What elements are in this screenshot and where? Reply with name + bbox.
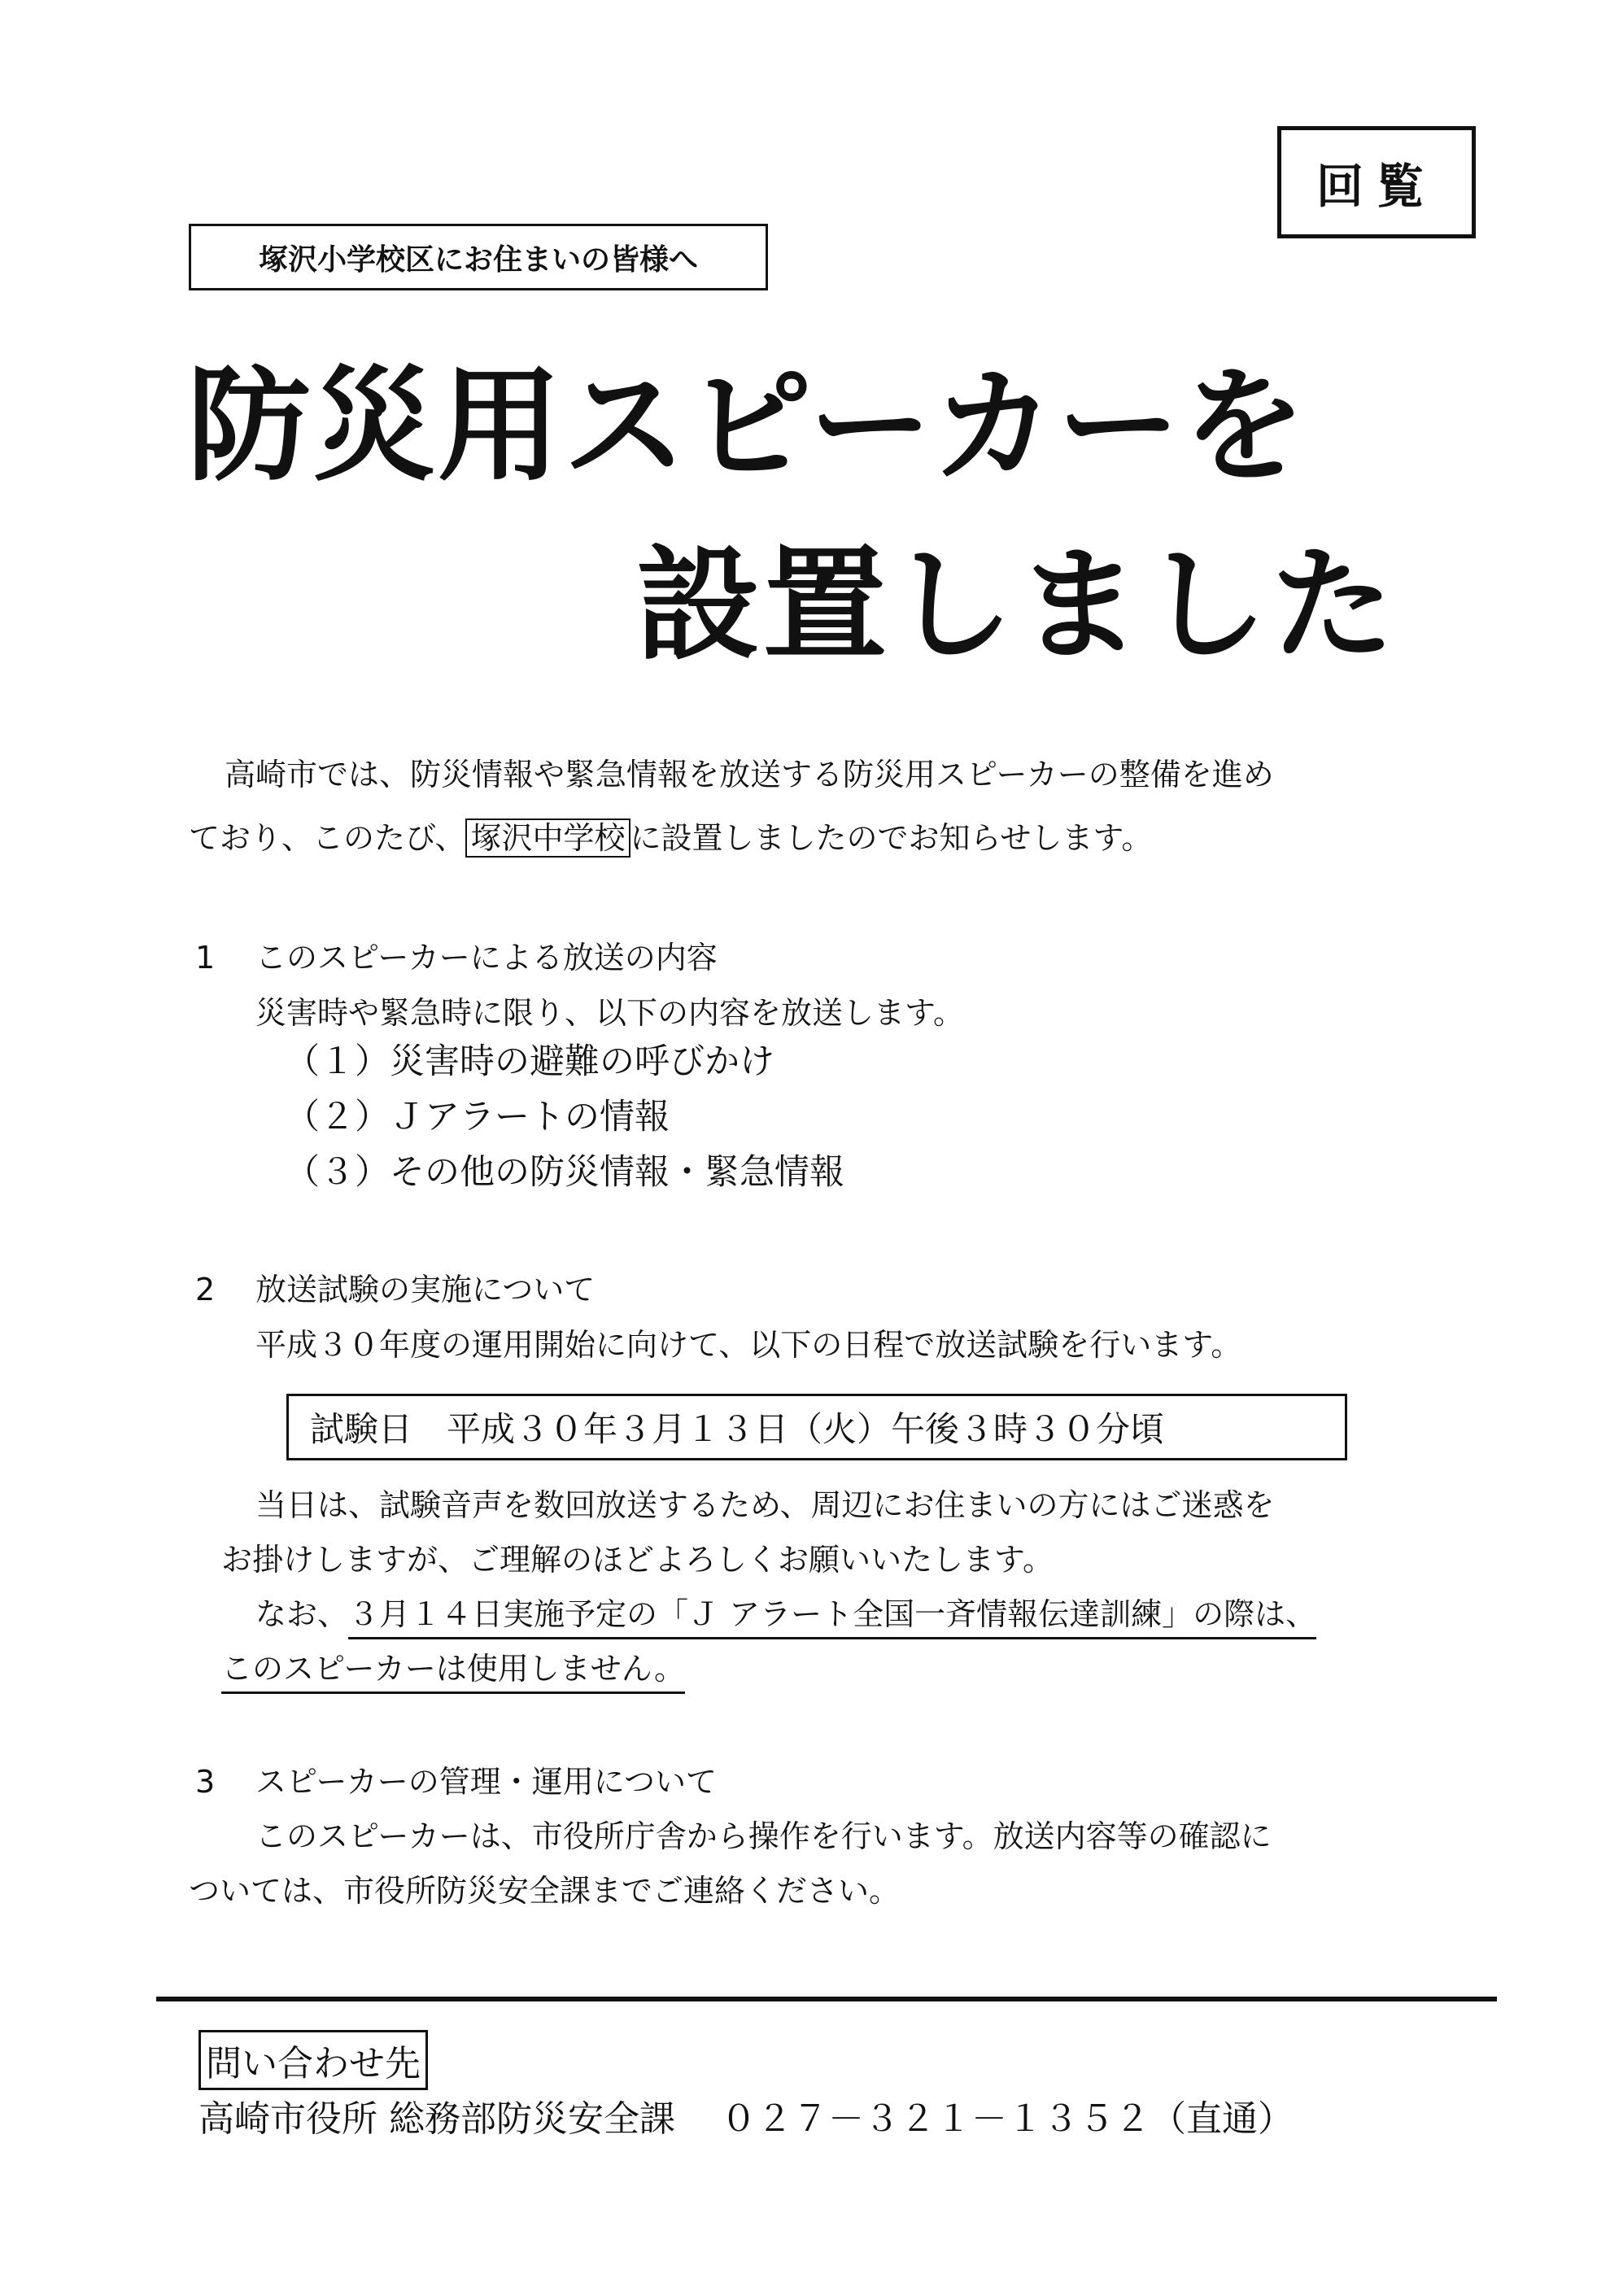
note-underlined-1: ３月１４日実施予定の「Ｊ アラート全国一斉情報伝達訓練」の際は、 [348,1596,1316,1639]
section-2-para-line-1: 当日は、試験音声を数回放送するため、周辺にお住まいの方にはご迷惑を [255,1487,1275,1523]
kairan-stamp: 回覧 [1277,126,1476,238]
note-underlined-2: このスピーカーは使用しません。 [221,1651,685,1694]
contact-line [199,2089,1294,2141]
section-2-note-line-1 [255,1596,1316,1634]
section-1-item-2: （２）Ｊアラートの情報 [285,1097,670,1137]
section-1-item-1: （１）災害時の避難の呼びかけ [285,1041,774,1082]
section-2-heading: 放送試験の実施について [255,1272,596,1307]
section-2-lead: 平成３０年度の運用開始に向けて、以下の日程で放送試験を行います。 [255,1327,1242,1363]
title-line-1: 防災用スピーカーを [187,354,1307,498]
contact-label: 問い合わせ先 [199,2030,428,2090]
intro-line-2-suffix: に設置しましたのでお知らせします。 [630,820,1153,856]
section-1-heading: このスピーカーによる放送の内容 [255,940,718,976]
title-line-2: 設置しました [636,533,1398,677]
addressee-label: 塚沢小学校区にお住まいの皆様へ [189,224,768,290]
section-3-line-2: ついては、市役所防災安全課までご連絡ください。 [189,1873,901,1909]
contact-office: 高崎市役所 総務部防災安全課 [199,2098,675,2140]
section-3-heading: スピーカーの管理・運用について [255,1764,717,1800]
footer-divider [156,1997,1497,2001]
section-3-line-1: このスピーカーは、市役所庁舎から操作を行います。放送内容等の確認に [255,1818,1272,1854]
contact-phone: ０２７－３２１－１３５２（直通） [721,2098,1294,2140]
test-date-box: 試験日 平成３０年３月１３日（火）午後３時３０分頃 [286,1394,1347,1460]
intro-line-2 [189,820,1152,858]
section-2-para-line-2: お掛けしますが、ご理解のほどよろしくお願いいたします。 [221,1542,1054,1578]
note-prefix: なお、 [255,1596,349,1632]
school-name-box: 塚沢中学校 [465,818,630,858]
section-2-note-line-2 [221,1651,685,1688]
intro-line-1: 高崎市では、防災情報や緊急情報を放送する防災用スピーカーの整備を進め [225,757,1274,792]
section-3-number: 3 [195,1764,216,1800]
section-2-number: 2 [195,1272,216,1307]
section-1-number: 1 [195,940,216,976]
intro-line-2-prefix: ており、このたび、 [189,820,466,856]
section-1-item-3: （３）その他の防災情報・緊急情報 [285,1152,844,1193]
section-1-lead: 災害時や緊急時に限り、以下の内容を放送します。 [255,995,964,1031]
